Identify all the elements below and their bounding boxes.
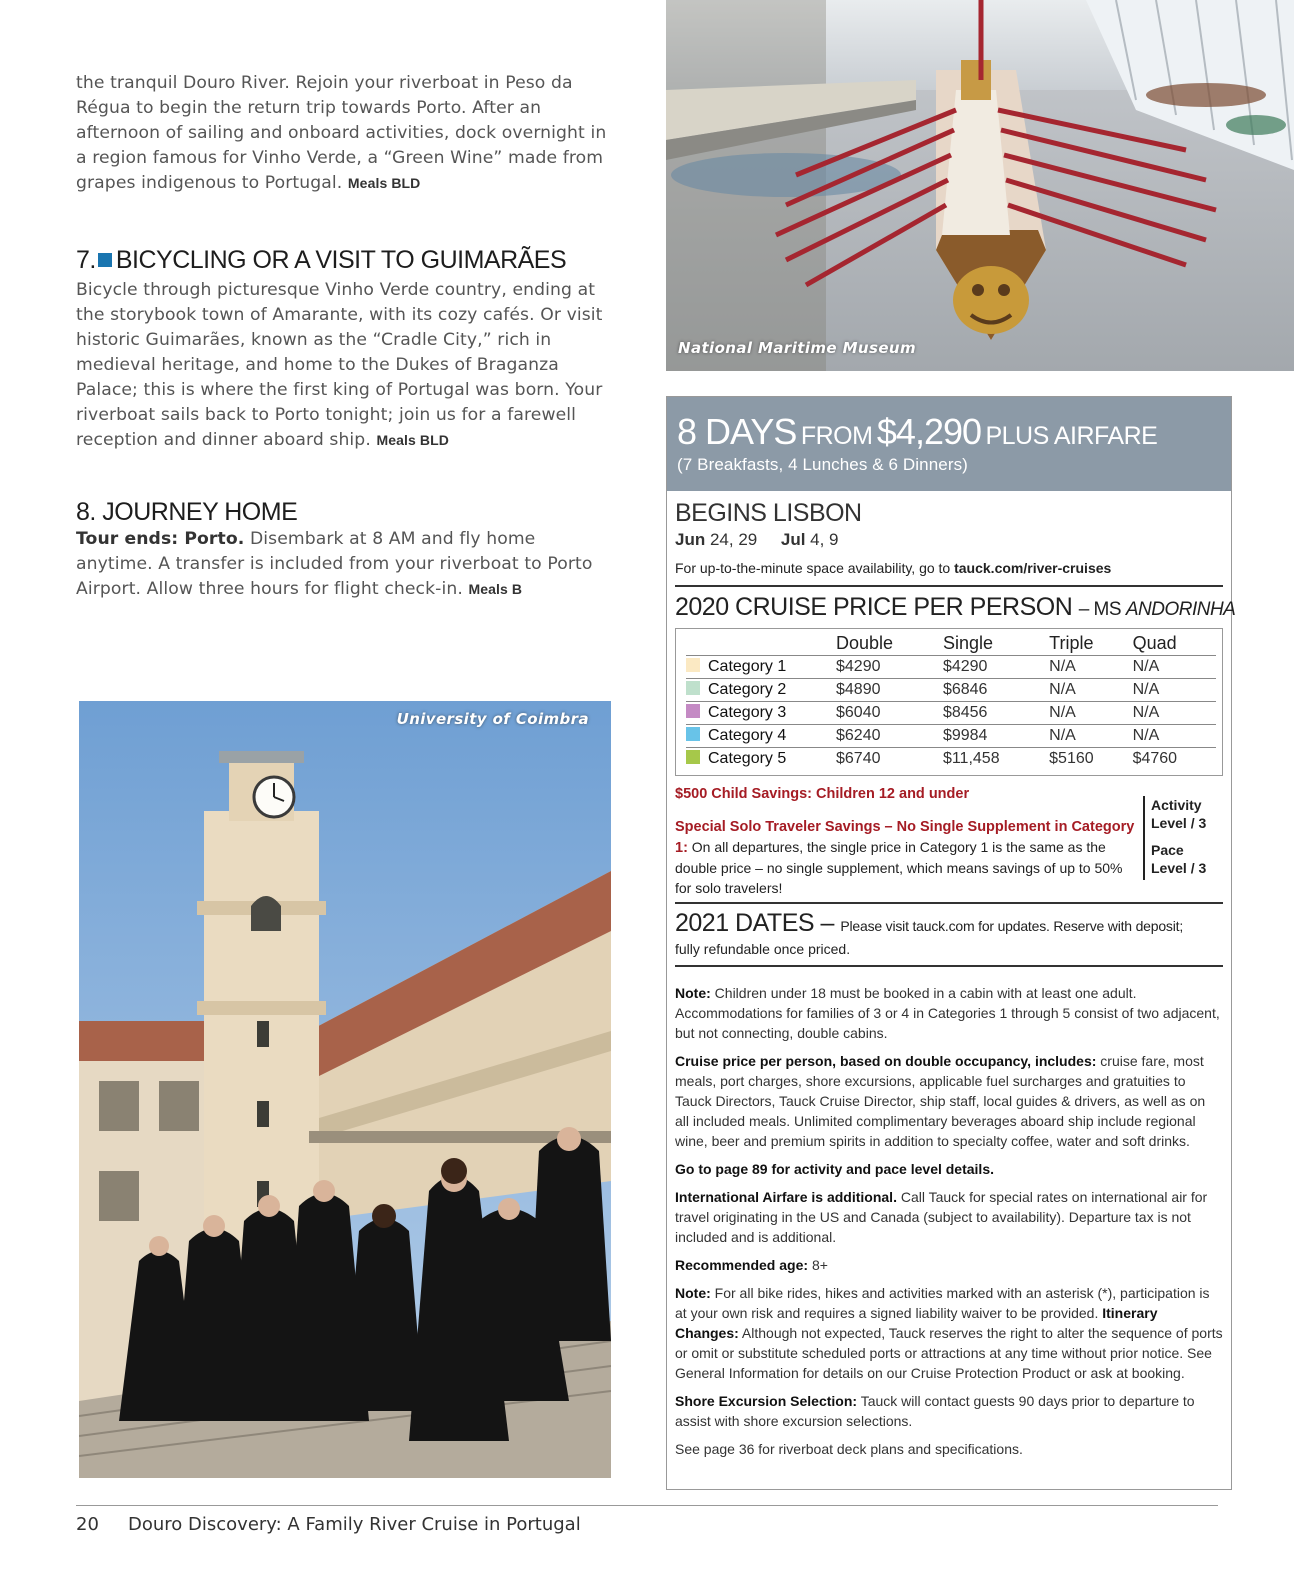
price-quad: N/A — [1133, 702, 1216, 725]
category-swatch — [686, 727, 700, 741]
dates-2021-heading — [675, 908, 1223, 941]
intro-text: the tranquil Douro River. Rejoin your riverboat in Peso da Régua to begin the return trip towards Porto. After an afternoon of sailing and onboard activities, dock overnight in a region famous for Vinho Verde, a “Green Wine” made from grapes indigenous to Portugal. — [76, 73, 607, 193]
note-label: Go to page 89 for activity and pace level details. — [675, 1160, 994, 1177]
note-label: Note: — [675, 984, 711, 1001]
pace-level: Level / 3 — [1151, 859, 1207, 876]
note-label: Cruise price per person, based on double occupancy, includes: — [675, 1052, 1097, 1069]
note-activity-link — [675, 1159, 1223, 1179]
month-july: Jul — [780, 530, 806, 549]
note-text: Children under 18 must be booked in a cabin with at least one adult. Accommodations for families of 3 or 4 in Categories 1 through 5 consist of two adjacent, but not connecting, double cabins. — [675, 984, 1220, 1041]
price-single: $6846 — [943, 679, 1049, 702]
ship-name: ANDORINHA — [1125, 599, 1236, 620]
day7-paragraph — [76, 278, 616, 453]
begins-city: BEGINS LISBON — [675, 499, 862, 527]
from-label: FROM — [800, 422, 873, 450]
shore-text: Tauck will contact guests 90 days prior to departure to assist with shore excursion selections. — [675, 1392, 1195, 1429]
note-shore — [675, 1391, 1223, 1431]
dates-2021-title: 2021 DATES – — [675, 908, 834, 937]
price-box-body — [667, 499, 1236, 1459]
solo-savings-text: On all departures, the single price in Category 1 is the same as the double price – no single supplement, which means savings of up to 50% for solo travelers! — [675, 838, 1123, 896]
table-row — [686, 725, 1216, 748]
category-name: Category 1 — [708, 658, 787, 675]
price-quad: N/A — [1133, 725, 1216, 748]
price-quad: N/A — [1133, 656, 1216, 679]
intro-meals: Meals BLD — [347, 175, 421, 191]
note-text: Call Tauck for special rates on international air for travel originating in the US and Canada (subject to availability). Departure tax is not included and is additional. — [675, 1188, 1208, 1245]
month-june: Jun — [675, 530, 706, 549]
maritime-museum-photo — [666, 0, 1294, 371]
price-quad: N/A — [1133, 679, 1216, 702]
tour-days: 8 DAYS — [677, 411, 797, 452]
col-double: Double — [836, 633, 894, 653]
price-single: $4290 — [943, 656, 1049, 679]
price-box — [666, 396, 1236, 1490]
price-double: $6740 — [836, 748, 943, 771]
savings-section — [675, 782, 1223, 902]
day7-title: BICYCLING OR A VISIT TO GUIMARÃES — [115, 246, 567, 274]
note-bike — [675, 1283, 1223, 1383]
day8-section — [76, 497, 616, 602]
day8-text: Disembark at 8 AM and fly home anytime. A transfer is included from your riverboat to Porto Airport. Allow three hours for flight check-in. — [76, 529, 593, 599]
price-triple: N/A — [1049, 725, 1132, 748]
price-table-header — [686, 633, 1216, 656]
price-triple: N/A — [1049, 656, 1132, 679]
itinerary-text: Although not expected, Tauck reserves the right to alter the sequence of ports or omit or substitute scheduled ports or attractions at any time without prior notice. See General Information for details on our Cruise Protection Product or ask at booking. — [675, 1324, 1223, 1381]
price-single: $11,458 — [943, 748, 1049, 771]
note-text: 8+ — [811, 1256, 828, 1273]
availability-text: For up-to-the-minute space availability, go to — [675, 560, 951, 576]
itinerary-label: Itinerary Changes: — [675, 1304, 1158, 1341]
day7-text: Bicycle through picturesque Vinho Verde country, ending at the storybook town of Amarante, with its cozy cafés. Or visit historic Guimarães, known as the “Cradle City,” rich in medieval heritage, and home to the Dukes of Braganza Palace; this is where the first king of Portugal was born. Your riverboat sails back to Porto tonight; join us for a farewell reception and dinner aboard ship. — [76, 280, 603, 450]
child-savings: $500 Child Savings: Children 12 and under — [675, 785, 970, 802]
table-row — [686, 656, 1216, 679]
price-headline — [677, 411, 1221, 453]
coimbra-caption: University of Coimbra — [396, 710, 589, 728]
note-includes — [675, 1051, 1223, 1151]
divider — [675, 965, 1223, 967]
dates-2021-text-2: fully refundable once priced. — [675, 940, 851, 957]
notes-section — [675, 983, 1223, 1459]
category-name: Category 5 — [708, 750, 787, 768]
square-bullet-icon — [98, 253, 112, 267]
category-name: Category 3 — [708, 704, 787, 721]
plus-airfare-label: PLUS AIRFARE — [985, 422, 1158, 450]
university-coimbra-photo — [79, 701, 611, 1478]
day7-meals: Meals BLD — [376, 432, 449, 448]
note-label: International Airfare is additional. — [675, 1188, 897, 1205]
activity-level: Level / 3 — [1151, 814, 1207, 831]
category-swatch — [686, 658, 700, 672]
note-label: Recommended age: — [675, 1256, 809, 1273]
july-dates: 4, 9 — [810, 530, 839, 549]
category-name: Category 4 — [708, 727, 787, 744]
category-name: Category 2 — [708, 681, 787, 698]
availability-link[interactable]: tauck.com/river-cruises — [954, 560, 1112, 576]
museum-caption: National Maritime Museum — [678, 339, 916, 357]
intro-paragraph — [76, 71, 616, 196]
price-double: $4890 — [836, 679, 943, 702]
note-text: cruise fare, most meals, port charges, shore excursions, applicable fuel surcharges and gratuities to Tauck Directors, Tauck Cruise Director, ship staff, local guides & drivers, as well as on all included meals. Unlimited complimentary beverages aboard ship include regional wine, beer and premium spirits in addition to specialty coffee, water and soft drinks. — [675, 1052, 1206, 1149]
tour-price: $4,290 — [876, 411, 982, 452]
footer-title: Douro Discovery: A Family River Cruise in Portugal — [128, 1514, 581, 1535]
activity-label: Activity — [1151, 796, 1202, 813]
day8-lead: Tour ends: Porto. — [76, 529, 245, 549]
meals-included: (7 Breakfasts, 4 Lunches & 6 Dinners) — [677, 455, 968, 474]
shore-label: Shore Excursion Selection: — [675, 1392, 858, 1409]
coimbra-tower-illustration — [79, 701, 611, 1478]
dates-2021-text: Please visit tauck.com for updates. Reserve with deposit; — [840, 917, 1184, 934]
table-row — [686, 748, 1216, 771]
price-triple: N/A — [1049, 679, 1132, 702]
price-banner — [667, 397, 1231, 491]
note-text: For all bike rides, hikes and activities marked with an asterisk (*), participation is at your own risk and requires a signed liability waiver to be provided. — [675, 1284, 1210, 1321]
cruise-price-title: 2020 CRUISE PRICE PER PERSON — [675, 593, 1073, 621]
col-single: Single — [942, 633, 993, 653]
price-table — [675, 628, 1223, 776]
day8-paragraph — [76, 527, 616, 602]
table-row — [686, 679, 1216, 702]
note-children — [675, 983, 1223, 1043]
cruise-price-heading — [675, 593, 1236, 622]
solo-savings-title: Special Solo Traveler Savings – No Single Supplement in Category 1: — [675, 818, 1135, 856]
price-triple: N/A — [1049, 702, 1132, 725]
price-quad: $4760 — [1133, 748, 1216, 771]
category-swatch — [686, 750, 700, 764]
pace-label: Pace — [1151, 841, 1184, 858]
departure-dates — [675, 530, 1223, 550]
note-airfare — [675, 1187, 1223, 1247]
note-deck: See page 36 for riverboat deck plans and specifications. — [675, 1440, 1023, 1457]
price-single: $9984 — [943, 725, 1049, 748]
ship-prefix: – MS — [1078, 599, 1122, 620]
category-swatch — [686, 704, 700, 718]
museum-boat-illustration — [666, 0, 1294, 371]
june-dates: 24, 29 — [709, 530, 758, 549]
table-row — [686, 702, 1216, 725]
price-double: $6040 — [836, 702, 943, 725]
day7-heading — [76, 245, 616, 275]
page-number: 20 — [76, 1514, 99, 1535]
divider — [675, 902, 1223, 904]
day7-number: 7. — [76, 246, 96, 274]
category-swatch — [686, 681, 700, 695]
price-double: $4290 — [836, 656, 943, 679]
col-triple: Triple — [1049, 633, 1094, 653]
divider — [675, 585, 1223, 587]
day8-heading: 8. JOURNEY HOME — [76, 498, 298, 526]
note-label: Note: — [675, 1284, 711, 1301]
price-triple: $5160 — [1049, 748, 1132, 771]
note-age — [675, 1255, 1223, 1275]
price-single: $8456 — [943, 702, 1049, 725]
availability-line — [675, 560, 1223, 576]
day8-meals: Meals B — [468, 581, 523, 597]
price-double: $6240 — [836, 725, 943, 748]
col-quad: Quad — [1132, 633, 1177, 653]
solo-savings — [675, 816, 1135, 898]
footer-divider — [76, 1505, 1218, 1506]
day7-section — [76, 245, 616, 453]
page-footer — [76, 1514, 581, 1535]
ship-label — [1079, 599, 1236, 620]
activity-pace-levels — [1143, 796, 1206, 880]
